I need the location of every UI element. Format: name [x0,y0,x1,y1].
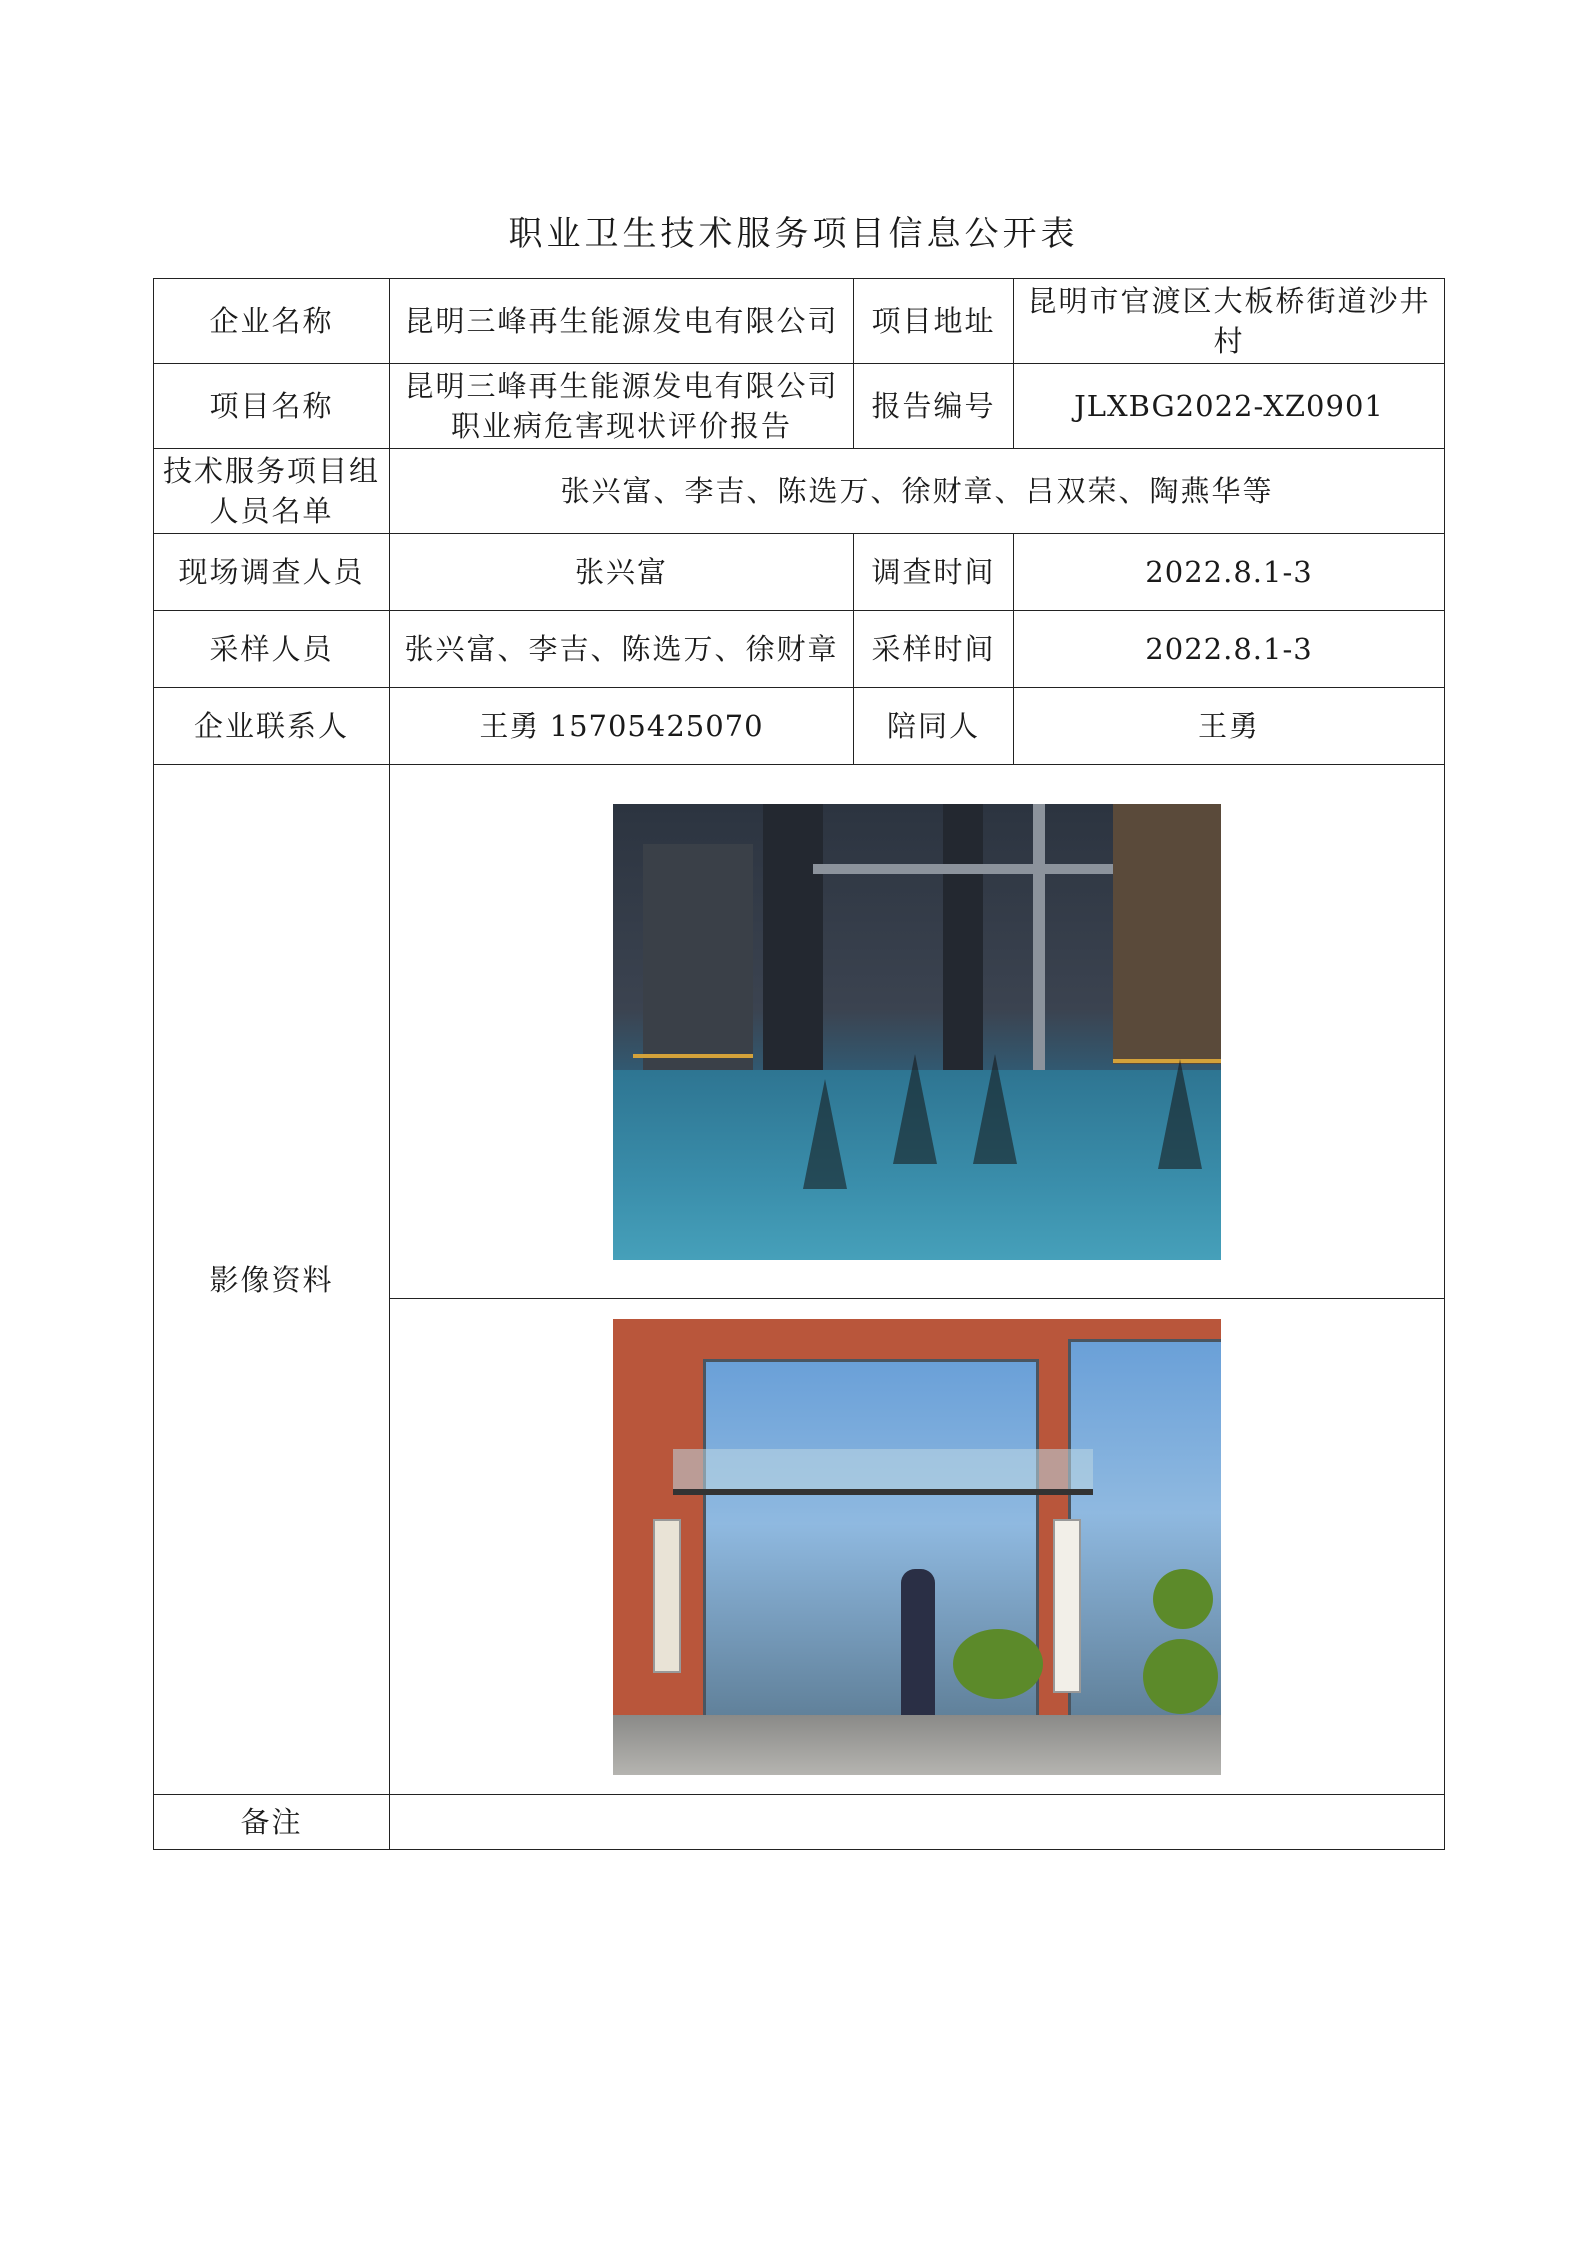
team-label: 技术服务项目组人员名单 [154,449,390,534]
site-photo-entrance [613,1319,1221,1775]
images-label: 影像资料 [154,765,390,1795]
sampling-time-label: 采样时间 [854,611,1014,688]
row-project [154,364,1445,449]
report-number-value: JLXBG2022-XZ0901 [1014,364,1445,449]
company-label: 企业名称 [154,279,390,364]
survey-time-label: 调查时间 [854,534,1014,611]
company-value: 昆明三峰再生能源发电有限公司 [390,279,854,364]
row-contact [154,688,1445,765]
row-company [154,279,1445,364]
sampling-staff-value: 张兴富、李吉、陈选万、徐财章 [390,611,854,688]
sampling-staff-label: 采样人员 [154,611,390,688]
site-photo-boiler-hall [613,804,1221,1260]
escort-value: 王勇 [1014,688,1445,765]
project-value: 昆明三峰再生能源发电有限公司职业病危害现状评价报告 [390,364,854,449]
remarks-value [390,1795,1445,1850]
contact-value: 王勇 15705425070 [390,688,854,765]
survey-staff-value: 张兴富 [390,534,854,611]
remarks-label: 备注 [154,1795,390,1850]
sampling-time-value: 2022.8.1-3 [1014,611,1445,688]
row-team [154,449,1445,534]
survey-time-value: 2022.8.1-3 [1014,534,1445,611]
report-number-label: 报告编号 [854,364,1014,449]
project-label: 项目名称 [154,364,390,449]
row-image-1 [154,765,1445,1299]
row-survey [154,534,1445,611]
survey-staff-label: 现场调查人员 [154,534,390,611]
team-value: 张兴富、李吉、陈选万、徐财章、吕双荣、陶燕华等 [390,449,1445,534]
address-value: 昆明市官渡区大板桥街道沙井村 [1014,279,1445,364]
contact-label: 企业联系人 [154,688,390,765]
address-label: 项目地址 [854,279,1014,364]
escort-label: 陪同人 [854,688,1014,765]
row-remarks [154,1795,1445,1850]
info-table [153,278,1445,1850]
row-sampling [154,611,1445,688]
document-title: 职业卫生技术服务项目信息公开表 [508,214,1079,254]
